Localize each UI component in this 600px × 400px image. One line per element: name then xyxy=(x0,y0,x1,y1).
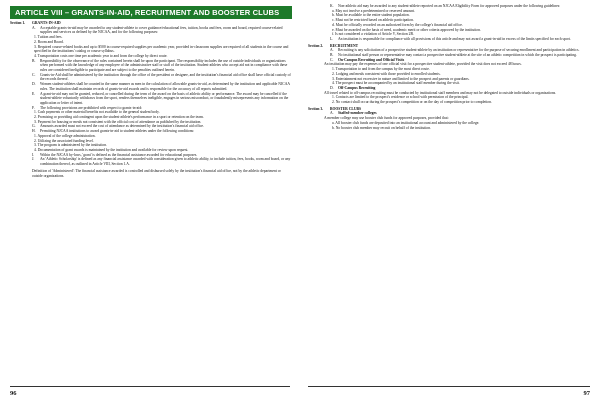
subheading: D. Off-Campus Recruiting xyxy=(330,85,376,90)
list-item: 2. Room and Board. xyxy=(34,39,64,44)
page-number-left: 96 xyxy=(10,390,17,397)
paragraph-c: C. Grants-in-Aid shall be administered by the institution through the office of the president or designee, and the institution's financial aid office shall have official custody of the records thereof. xyxy=(32,72,291,82)
paragraph-c: An institution may pay the expenses of one official visit for a prospective student-athlete, provided the visit does not exceed 48 hours. xyxy=(324,62,522,67)
list-item: a. May not involve a predetermined or reserved amount. xyxy=(332,8,415,13)
list-item: 3. Payment for housing or meals not consistent with the official cost of attendance as published by the institution. xyxy=(34,119,202,124)
paragraph-b: B. No institutional staff person or representative may contact a prospective student-athlete at the site of an athletic competition in which the prospect is participating. xyxy=(330,53,577,58)
list-item: 2. Utilizing the associated funding level. xyxy=(34,138,94,143)
paragraph-a: A. Recruiting is any solicitation of a prospective student-athlete by an institution or representative for the purpose of securing enrollment and participation in athletics. xyxy=(330,48,580,53)
list-item: 3. The program is administered by the institution. xyxy=(34,143,107,148)
list-item: 2. Lodging and meals consistent with those provided to enrolled students. xyxy=(332,71,441,76)
list-item: 4. Transportation costs one time per academic year to and from the college by direct route. xyxy=(34,53,168,58)
paragraph-a: A member college may use booster club funds for approved purposes, provided that: xyxy=(324,116,449,121)
paragraph-a: A. Acceptable grants-in-aid may be awarded to any student-athlete to cover guidance/educational fees, tuition, books and fees, room and board, required course-related supplies and services as defined by the NJCAA, and for the following purposes: xyxy=(32,25,283,35)
list-item: c. Must not be restricted based on athletic participation. xyxy=(332,18,414,23)
list-item: d. Must be officially recorded on an authorized form by the college's financial aid office. xyxy=(332,22,463,27)
list-item: e. Must be awarded on the basis of need, academic merit or other criteria approved by the institution. xyxy=(332,27,481,32)
paragraph-h: H. Permitting NJCAA institutions to award grants-in-aid to student-athletes under the following conditions: xyxy=(32,129,195,134)
paragraph-k: K. Non-athletic aid may be awarded to any student-athlete reported on an NJCAA Eligibility Form for approved purposes under the following guidelines: xyxy=(330,4,561,8)
paragraph-b: B. Responsibility for the observance of the rules contained herein shall be upon the participant. The responsibility includes the use of outside individuals or organizations when performed with the knowledge of any employee of the administrative staff or staff of the institution. Student-athletes who accept aid not in compliance with these rules are considered ineligible to participate and are subject to the penalties outlined herein. xyxy=(32,58,288,73)
list-item: 4. The prospect must be accompanied by an institutional staff member during the visit. xyxy=(332,81,460,86)
section-heading: Section 2. RECRUITMENT xyxy=(308,43,359,48)
list-item: 3. Required course-related books and up to $500 in course-required supplies per academic year, provided in-classroom supplies are required of all students in the course and specified in the institutions' catalog or course syllabus. xyxy=(34,44,289,54)
list-item: f. Is not considered a violation of Article V, Section 2B. xyxy=(332,32,414,37)
paragraph-f: F. The following provisions are prohibited with respect to grants-in-aid: xyxy=(32,105,143,110)
paragraph-d: All travel related to off-campus recruiting must be conducted by institutional staff members and may not be delegated to outside individuals or organizations. xyxy=(324,90,557,95)
section-title: GRANTS-IN-AID xyxy=(32,21,61,25)
page-number-right: 97 xyxy=(583,390,590,397)
paragraph-d: D. Women student-athletes shall be counted in the same manner as men in the calculation of allowable grants-in-aid, as determined by the institution and applicable NJCAA rules. The institution shall maintain records of grants-in-aid awards and is responsible for the accuracy of all reports submitted. xyxy=(32,82,290,91)
paragraph-j: J. An 'Athletic Scholarship' is defined as any financial assistance awarded with consideration given to athletic ability, to include tuition, fees, books, room and board, or any combination thereof, as outlined in Article VIII, Section 1.A. xyxy=(32,157,291,167)
list-item: 1. Tuition and fees. xyxy=(34,35,63,40)
list-item: 1. Cash payments or other material benefits not available to the general student body. xyxy=(34,110,160,115)
list-item: 4. Documentation of grant awards is maintained by the institution and available for review upon request. xyxy=(34,147,189,152)
section-heading: Section 3. BOOSTER CLUBS xyxy=(308,106,362,111)
list-item: b. No booster club member may recruit on behalf of the institution. xyxy=(332,125,432,130)
list-item: b. Must be available to the entire student population. xyxy=(332,13,410,18)
list-item: 2. No contact shall occur during the prospect's competition or on the day of competition prior to completion. xyxy=(332,100,492,105)
paragraph-i: I. Within the NJCAA by-laws, 'grant' is defined as the financial assistance awarded for educational purposes. xyxy=(32,152,198,157)
definition-paragraph: Definition of 'Administered': The financial assistance awarded is controlled and disbursed solely by the institution's financial aid office, not by the athletic department or outside organizations. xyxy=(32,168,281,178)
article-banner: ARTICLE VIII – GRANTS-IN-AID, RECRUITMENT AND BOOSTER CLUBS xyxy=(10,6,292,19)
list-item: 2. Promising or providing aid contingent upon the student-athlete's performance in a sport or retention on the team. xyxy=(34,115,204,120)
section-label: Section 1. xyxy=(10,21,26,25)
list-item: 1. Approval of the college administration. xyxy=(34,133,96,138)
list-item: 1. Contacts are limited to the prospect's residence or school with permission of the principal. xyxy=(332,95,469,100)
list-item: a. All booster club funds are deposited into an institutional account and administered by the college. xyxy=(332,120,480,125)
subheading: A. Staffed-member colleges xyxy=(330,111,377,116)
paragraph-e: E. A grant-in-aid may not be granted, reduced, or cancelled during the term of the award on the basis of athletic ability or performance. The award may be cancelled if the student-athlete voluntarily withdraws from the sport, renders themselves ineligible, engages in serious misconduct, or fraudulently misrepresents any information on the application or letter of intent. xyxy=(32,91,289,105)
list-item: 1. Transportation to and from the campus by the most direct route. xyxy=(332,67,430,72)
subheading: C. On-Campus Recruiting and Official Visits xyxy=(330,57,405,62)
paragraph-l: L. An institution is responsible for compliance with all provisions of this article and may not award a grant-in-aid in excess of the limits specified for each sport. xyxy=(330,36,571,41)
list-item: 3. Entertainment not excessive in nature and limited to the prospect and parents or guardians. xyxy=(332,76,470,81)
footer-rule xyxy=(308,386,590,387)
right-page xyxy=(300,0,600,400)
footer-rule xyxy=(10,386,290,387)
paragraph-g: G. Amounts awarded must not exceed the cost of attendance as determined by the institution's financial aid office. xyxy=(32,124,204,129)
